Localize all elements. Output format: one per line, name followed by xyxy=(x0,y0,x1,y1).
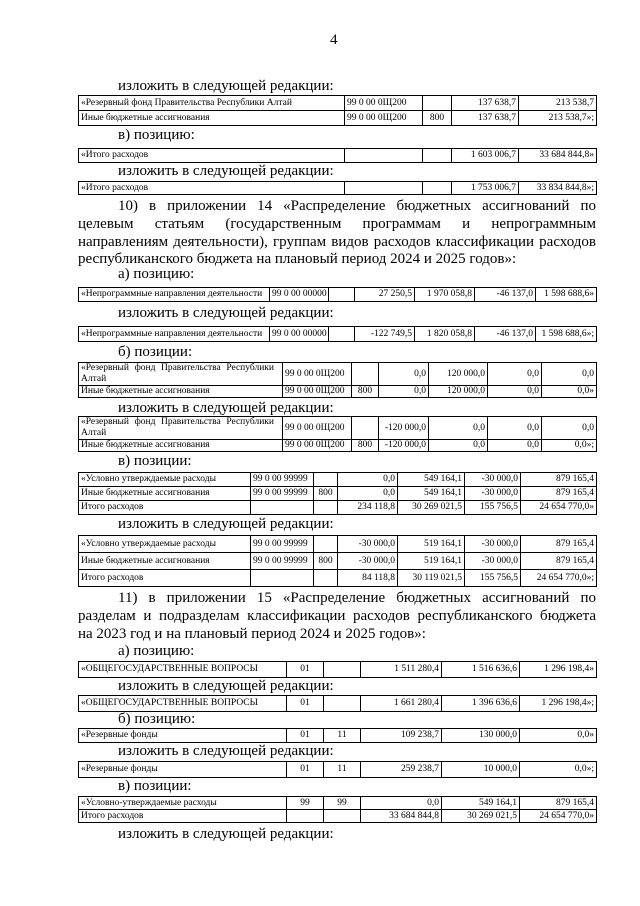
table-row xyxy=(79,536,597,553)
target-article-code-cell xyxy=(345,149,423,163)
table-row xyxy=(79,96,597,111)
expense-type-code-cell xyxy=(329,327,355,342)
amount-cell: 0,0 xyxy=(379,386,429,398)
table-row xyxy=(79,662,597,678)
amount-cell: -30 000,0 xyxy=(465,487,521,501)
replace-instruction: изложить в следующей редакции: xyxy=(118,163,334,179)
expense-type-code-cell: 800 xyxy=(352,386,379,398)
amount-cell: 109 238,7 xyxy=(361,729,442,743)
table-row xyxy=(79,288,597,302)
position-name-cell: «Непрограммные направления деятельности xyxy=(79,288,270,302)
amount-cell: 1 970 058,8 xyxy=(415,288,475,302)
position-name-cell: «Непрограммные направления деятельности xyxy=(79,327,270,342)
budget-position-table-old xyxy=(78,661,597,678)
budget-position-table-new xyxy=(78,416,597,452)
amount-cell: 24 654 770,0» xyxy=(520,810,597,823)
position-name-cell: «Резервные фонды xyxy=(79,762,287,778)
table-row xyxy=(79,487,597,501)
table-row xyxy=(79,182,597,195)
amount-cell: 0,0 xyxy=(488,386,542,398)
amount-cell: 0,0» xyxy=(520,729,597,743)
table-row xyxy=(79,570,597,587)
subsection-code-cell: 99 xyxy=(324,797,361,810)
expense-type-code-cell xyxy=(329,288,355,302)
amount-cell: 1 511 280,4 xyxy=(361,662,442,678)
expense-type-code-cell xyxy=(314,501,338,515)
amount-cell: 1 753 006,7 xyxy=(452,182,519,195)
amount-cell: 0,0 xyxy=(488,440,542,452)
table-row xyxy=(79,111,597,126)
amount-cell: 213 538,7»; xyxy=(519,111,597,126)
amount-cell: 155 756,5 xyxy=(465,501,521,515)
target-article-code-cell: 99 0 00 0Щ200 xyxy=(283,440,352,452)
amount-cell: 120 000,0 xyxy=(429,386,488,398)
position-name-cell: Итого расходов xyxy=(79,570,251,587)
amount-cell: 1 661 280,4 xyxy=(361,696,442,712)
budget-position-table-old xyxy=(78,728,597,743)
amount-cell: 1 603 006,7 xyxy=(452,149,519,163)
replace-instruction: изложить в следующей редакции: xyxy=(118,826,334,842)
amount-cell: 0,0 xyxy=(542,417,597,440)
target-article-code-cell: 99 0 00 99999 xyxy=(251,487,314,501)
amount-cell: 1 598 688,6» xyxy=(536,288,597,302)
amount-cell: 1 820 058,8 xyxy=(415,327,475,342)
target-article-code-cell: 99 0 00 00000 xyxy=(270,327,329,342)
position-name-cell: «Резервный фонд Правительства Республики Алтай xyxy=(79,417,283,440)
amount-cell: 0,0»; xyxy=(542,440,597,452)
position-name-cell: «ОБЩЕГОСУДАРСТВЕННЫЕ ВОПРОСЫ xyxy=(79,662,287,678)
amount-cell: -46 137,0 xyxy=(475,288,536,302)
amount-cell: 0,0 xyxy=(429,417,488,440)
amount-cell: 519 164,1 xyxy=(398,553,465,570)
amount-cell: 30 119 021,5 xyxy=(398,570,465,587)
amount-cell: -120 000,0 xyxy=(379,440,429,452)
section-code-cell: 01 xyxy=(287,762,324,778)
position-name-cell: «ОБЩЕГОСУДАРСТВЕННЫЕ ВОПРОСЫ xyxy=(79,696,287,712)
amount-cell: 155 756,5 xyxy=(465,570,521,587)
amount-cell: 84 118,8 xyxy=(338,570,398,587)
amount-cell: 10 000,0 xyxy=(442,762,520,778)
amount-cell: 879 165,4 xyxy=(521,553,597,570)
table-row xyxy=(79,473,597,487)
subitem-label: а) позицию: xyxy=(118,643,195,659)
expense-type-code-cell xyxy=(352,417,379,440)
section-code-cell: 99 xyxy=(287,797,324,810)
amount-cell: 259 238,7 xyxy=(361,762,442,778)
replace-instruction: изложить в следующей редакции: xyxy=(118,78,334,94)
table-row xyxy=(79,440,597,452)
amount-cell: 213 538,7 xyxy=(519,96,597,111)
section-code-cell: 01 xyxy=(287,729,324,743)
budget-position-table-new xyxy=(78,535,597,587)
position-name-cell: Иные бюджетные ассигнования xyxy=(79,386,283,398)
amount-cell: -122 749,5 xyxy=(355,327,415,342)
section-code-cell: 01 xyxy=(287,696,324,712)
expense-type-code-cell: 800 xyxy=(314,487,338,501)
amount-cell: 1 296 198,4»; xyxy=(520,696,597,712)
amount-cell: -30 000,0 xyxy=(465,553,521,570)
amount-cell: -30 000,0 xyxy=(338,536,398,553)
amount-cell: 0,0 xyxy=(488,417,542,440)
amount-cell: 1 516 636,6 xyxy=(442,662,520,678)
amount-cell: 1 598 688,6»; xyxy=(536,327,597,342)
target-article-code-cell xyxy=(251,570,314,587)
amount-cell: 0,0 xyxy=(488,363,542,386)
table-row xyxy=(79,327,597,342)
table-row xyxy=(79,149,597,163)
position-name-cell: Иные бюджетные ассигнования xyxy=(79,487,251,501)
item-10-text-line: республиканского бюджета на плановый период 2024 и 2025 годов»: xyxy=(78,251,517,267)
position-name-cell: «Итого расходов xyxy=(79,182,345,195)
replace-instruction: изложить в следующей редакции: xyxy=(118,743,334,759)
amount-cell: 33 834 844,8»; xyxy=(519,182,597,195)
item-11-text-line: 11) в приложении 15 «Распределение бюджетных ассигнований по xyxy=(118,590,596,606)
amount-cell: -120 000,0 xyxy=(379,417,429,440)
amount-cell: 519 164,1 xyxy=(398,536,465,553)
amount-cell: 549 164,1 xyxy=(442,797,520,810)
subsection-code-cell xyxy=(324,662,361,678)
subsection-code-cell: 11 xyxy=(324,762,361,778)
budget-position-table-new xyxy=(78,326,597,342)
item-11-text-line: разделам и подразделам классификации расходов республиканского бюджета xyxy=(78,608,596,624)
expense-type-code-cell xyxy=(423,149,452,163)
amount-cell: 0,0 xyxy=(542,363,597,386)
position-name-cell: Иные бюджетные ассигнования xyxy=(79,111,345,126)
amount-cell: 33 684 844,8 xyxy=(361,810,442,823)
target-article-code-cell: 99 0 00 99999 xyxy=(251,473,314,487)
amount-cell: 0,0 xyxy=(361,797,442,810)
amount-cell: 0,0 xyxy=(338,487,398,501)
position-name-cell: Иные бюджетные ассигнования xyxy=(79,553,251,570)
amount-cell: 234 118,8 xyxy=(338,501,398,515)
position-name-cell: «Резервный фонд Правительства Республики Алтай xyxy=(79,96,345,111)
amount-cell: 879 165,4 xyxy=(521,487,597,501)
section-code-cell xyxy=(287,810,324,823)
subsection-code-cell: 11 xyxy=(324,729,361,743)
budget-position-table-old xyxy=(78,472,597,515)
section-code-cell: 01 xyxy=(287,662,324,678)
position-name-cell: «Резервный фонд Правительства Республики Алтай xyxy=(79,363,283,386)
expense-type-code-cell xyxy=(314,570,338,587)
budget-position-table-old xyxy=(78,796,597,823)
budget-position-table-new xyxy=(78,95,597,126)
subsection-code-cell xyxy=(324,810,361,823)
table-row xyxy=(79,386,597,398)
budget-position-table-old xyxy=(78,148,597,163)
amount-cell: -30 000,0 xyxy=(465,536,521,553)
table-row xyxy=(79,501,597,515)
amount-cell: -46 137,0 xyxy=(475,327,536,342)
table-row xyxy=(79,363,597,386)
budget-position-table-old xyxy=(78,362,597,398)
subsection-code-cell xyxy=(324,696,361,712)
replace-instruction: изложить в следующей редакции: xyxy=(118,305,334,321)
amount-cell: 1 396 636,6 xyxy=(442,696,520,712)
amount-cell: 0,0»; xyxy=(520,762,597,778)
expense-type-code-cell: 800 xyxy=(423,111,452,126)
position-name-cell: «Условно утверждаемые расходы xyxy=(79,473,251,487)
item-10-text-line: 10) в приложении 14 «Распределение бюджетных ассигнований по xyxy=(118,198,596,214)
amount-cell: 549 164,1 xyxy=(398,473,465,487)
amount-cell: 24 654 770,0» xyxy=(521,501,597,515)
amount-cell: -30 000,0 xyxy=(338,553,398,570)
item-10-text-line: направлениям деятельности), группам видов расходов классификации расходов xyxy=(78,234,596,250)
replace-instruction: изложить в следующей редакции: xyxy=(118,678,334,694)
table-row xyxy=(79,762,597,778)
expense-type-code-cell xyxy=(423,182,452,195)
table-row xyxy=(79,729,597,743)
replace-instruction: изложить в следующей редакции: xyxy=(118,516,334,532)
expense-type-code-cell xyxy=(423,96,452,111)
budget-position-table-new xyxy=(78,761,597,778)
table-row xyxy=(79,797,597,810)
amount-cell: 30 269 021,5 xyxy=(442,810,520,823)
amount-cell: 24 654 770,0»; xyxy=(521,570,597,587)
budget-position-table-old xyxy=(78,287,597,302)
amount-cell: 1 296 198,4» xyxy=(520,662,597,678)
table-row xyxy=(79,417,597,440)
item-11-text-line: на 2023 год и на плановый период 2024 и 2025 годов»: xyxy=(78,626,426,642)
subitem-label: в) позицию: xyxy=(118,127,195,143)
subitem-label: в) позиции: xyxy=(118,453,192,469)
amount-cell: 879 165,4 xyxy=(521,536,597,553)
amount-cell: 0,0» xyxy=(542,386,597,398)
target-article-code-cell: 99 0 00 0Щ200 xyxy=(283,386,352,398)
amount-cell: 130 000,0 xyxy=(442,729,520,743)
subitem-label: б) позиции: xyxy=(118,344,193,360)
target-article-code-cell: 99 0 00 99999 xyxy=(251,553,314,570)
target-article-code-cell: 99 0 00 0Щ200 xyxy=(345,96,423,111)
position-name-cell: «Условно утверждаемые расходы xyxy=(79,536,251,553)
budget-position-table-new xyxy=(78,181,597,195)
expense-type-code-cell xyxy=(352,363,379,386)
page-number: 4 xyxy=(330,32,338,48)
table-row xyxy=(79,553,597,570)
amount-cell: 549 164,1 xyxy=(398,487,465,501)
table-row xyxy=(79,810,597,823)
position-name-cell: «Условно-утверждаемые расходы xyxy=(79,797,287,810)
amount-cell: 0,0 xyxy=(379,363,429,386)
position-name-cell: «Итого расходов xyxy=(79,149,345,163)
expense-type-code-cell: 800 xyxy=(314,553,338,570)
expense-type-code-cell: 800 xyxy=(352,440,379,452)
item-10-text-line: целевым статьям (государственным программам и непрограммным xyxy=(78,216,596,232)
target-article-code-cell: 99 0 00 99999 xyxy=(251,536,314,553)
expense-type-code-cell xyxy=(314,536,338,553)
target-article-code-cell: 99 0 00 00000 xyxy=(270,288,329,302)
amount-cell: 879 165,4 xyxy=(521,473,597,487)
amount-cell: -30 000,0 xyxy=(465,473,521,487)
amount-cell: 137 638,7 xyxy=(452,111,519,126)
amount-cell: 0,0 xyxy=(429,440,488,452)
target-article-code-cell: 99 0 00 0Щ200 xyxy=(345,111,423,126)
position-name-cell: «Резервные фонды xyxy=(79,729,287,743)
position-name-cell: Иные бюджетные ассигнования xyxy=(79,440,283,452)
subitem-label: б) позицию: xyxy=(118,711,196,727)
amount-cell: 137 638,7 xyxy=(452,96,519,111)
subitem-label: а) позицию: xyxy=(118,266,195,282)
expense-type-code-cell xyxy=(314,473,338,487)
target-article-code-cell: 99 0 00 0Щ200 xyxy=(283,363,352,386)
amount-cell: 120 000,0 xyxy=(429,363,488,386)
amount-cell: 0,0 xyxy=(338,473,398,487)
position-name-cell: Итого расходов xyxy=(79,501,251,515)
amount-cell: 879 165,4 xyxy=(520,797,597,810)
position-name-cell: Итого расходов xyxy=(79,810,287,823)
target-article-code-cell xyxy=(251,501,314,515)
replace-instruction: изложить в следующей редакции: xyxy=(118,400,334,416)
amount-cell: 33 684 844,8» xyxy=(519,149,597,163)
amount-cell: 27 250,5 xyxy=(355,288,415,302)
amount-cell: 30 269 021,5 xyxy=(398,501,465,515)
target-article-code-cell xyxy=(345,182,423,195)
subitem-label: в) позиции: xyxy=(118,778,192,794)
target-article-code-cell: 99 0 00 0Щ200 xyxy=(283,417,352,440)
